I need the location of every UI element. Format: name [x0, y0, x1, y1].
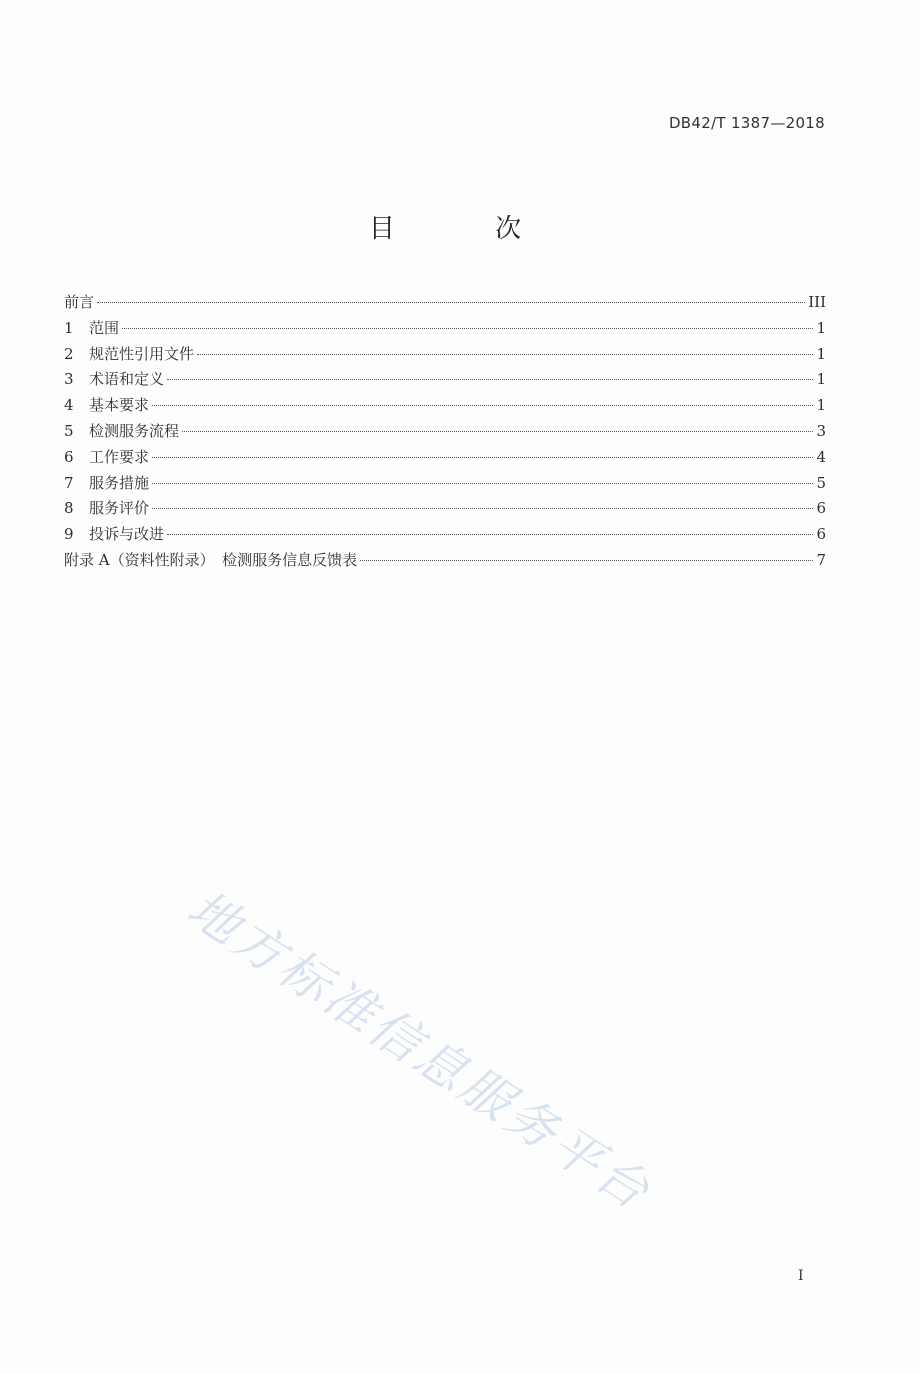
toc-entry-2[interactable] — [64, 342, 826, 368]
toc-entry-page: 3 — [816, 421, 826, 440]
toc-entry-foreword[interactable] — [64, 290, 826, 316]
toc-entry-label: 术语和定义 — [89, 370, 165, 389]
toc-entry-label: 规范性引用文件 — [89, 344, 195, 363]
dot-leader — [97, 302, 805, 303]
toc-entry-page: III — [808, 293, 826, 311]
toc-entry-number: 4 — [64, 396, 74, 415]
toc-entry-3[interactable] — [64, 367, 826, 393]
dot-leader — [167, 379, 813, 380]
toc-entry-label: 范围 — [89, 318, 120, 337]
toc-entry-number: 1 — [64, 318, 74, 337]
toc-entry-page: 1 — [816, 344, 826, 363]
table-of-contents — [64, 290, 826, 574]
dot-leader — [152, 483, 813, 484]
toc-entry-page: 5 — [816, 473, 826, 492]
toc-entry-label: 前言 — [64, 293, 95, 311]
toc-entry-number: 7 — [64, 473, 74, 492]
toc-entry-7[interactable] — [64, 471, 826, 497]
toc-entry-1[interactable] — [64, 316, 826, 342]
toc-entry-page: 4 — [816, 447, 826, 466]
toc-entry-label: 检测服务流程 — [89, 421, 180, 440]
toc-title: 目 次 — [368, 214, 568, 244]
toc-entry-number: 5 — [64, 421, 74, 440]
dot-leader — [182, 431, 813, 432]
toc-entry-label: 投诉与改进 — [89, 525, 165, 544]
standard-code: DB42/T 1387—2018 — [668, 114, 825, 132]
toc-entry-page: 6 — [816, 525, 826, 544]
dot-leader — [360, 560, 813, 561]
toc-entry-page: 1 — [816, 396, 826, 415]
toc-entry-page: 6 — [816, 499, 826, 518]
toc-entry-page: 1 — [816, 370, 826, 389]
dot-leader — [167, 534, 813, 535]
toc-entry-number: 9 — [64, 525, 74, 544]
toc-entry-number: 3 — [64, 370, 74, 389]
dot-leader — [152, 508, 813, 509]
toc-entry-number: 6 — [64, 447, 74, 466]
toc-entry-appendix-a[interactable] — [64, 548, 826, 574]
toc-entry-label: 服务评价 — [89, 499, 150, 518]
page-number: I — [798, 1268, 804, 1284]
toc-entry-page: 7 — [816, 550, 826, 569]
toc-entry-label: 基本要求 — [89, 396, 150, 415]
dot-leader — [197, 354, 813, 355]
toc-entry-number: 8 — [64, 499, 74, 518]
toc-entry-4[interactable] — [64, 393, 826, 419]
watermark: 地方标准信息服务平台 — [177, 879, 662, 1222]
dot-leader — [152, 457, 813, 458]
toc-entry-5[interactable] — [64, 419, 826, 445]
dot-leader — [122, 328, 813, 329]
toc-entry-number: 2 — [64, 344, 74, 363]
toc-entry-label: 附录 A（资料性附录） 检测服务信息反馈表 — [64, 550, 358, 569]
toc-entry-label: 工作要求 — [89, 447, 150, 466]
toc-entry-8[interactable] — [64, 496, 826, 522]
toc-entry-label: 服务措施 — [89, 473, 150, 492]
toc-entry-page: 1 — [816, 318, 826, 337]
dot-leader — [152, 405, 813, 406]
toc-entry-6[interactable] — [64, 445, 826, 471]
toc-entry-9[interactable] — [64, 522, 826, 548]
